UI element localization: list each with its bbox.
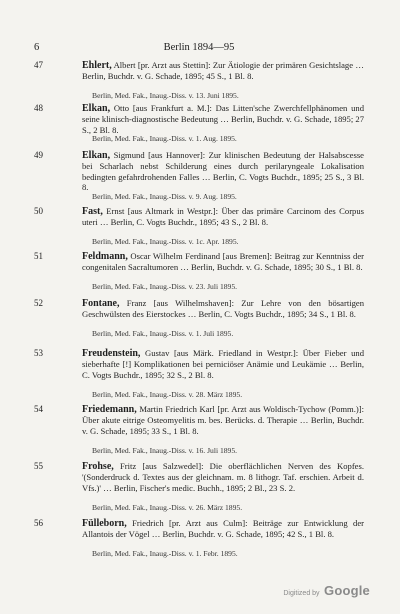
entry-body: Sigmund [aus Hannover]: Zur klinischen Bedeutung der Halsabscesse bei Scharlach nebst Schilderung eines durch perilaryngeale Lokalisation bedingten gefahrdrohenden Falles … Berlin, C. Vogts Buchdr., 1895; 25 S., 3 Bl. 8. bbox=[82, 150, 364, 193]
entry-body: Ernst [aus Altmark in Westpr.]: Über das primäre Carcinom des Corpus uteri … Berlin, C. Vogts Buchdr., 1895; 43 S., 2 Bl. 8. bbox=[82, 206, 364, 228]
running-title: Berlin 1894—95 bbox=[163, 42, 235, 53]
dissertation-note: Berlin, Med. Fak., Inaug.-Diss. v. 23. Juli 1895. bbox=[92, 282, 238, 291]
entry-text bbox=[82, 461, 364, 493]
dissertation-note: Berlin, Med. Fak., Inaug.-Diss. v. 28. März 1895. bbox=[92, 390, 243, 399]
digitized-by-text: Digitized by bbox=[283, 590, 320, 597]
author-name: Fontane, bbox=[82, 298, 120, 309]
entry-number: 56 bbox=[34, 518, 43, 528]
entry-number: 51 bbox=[34, 251, 43, 261]
author-name: Feldmann, bbox=[82, 251, 128, 262]
entry-text bbox=[82, 298, 364, 320]
dissertation-note: Berlin, Med. Fak., Inaug.-Diss. v. 9. Aug. 1895. bbox=[92, 192, 237, 201]
author-name: Elkan, bbox=[82, 150, 111, 161]
dissertation-note: Berlin, Med. Fak., Inaug.-Diss. v. 26. März 1895. bbox=[92, 503, 243, 512]
entry-number: 55 bbox=[34, 461, 43, 471]
entry-body: Friedrich [pr. Arzt aus Culm]: Beiträge zur Entwicklung der Allantois der Vögel … Berlin, Buchdr. v. G. Schade, 1895; 42 S., 1 Bl. 8. bbox=[82, 518, 364, 540]
entry-body: Otto [aus Frankfurt a. M.]: Das Litten'sche Zwerchfellphänomen und seine klinisch-diagnostische Bedeutung … Berlin, Buchdr. v. G. Schade, 1895; 27 S., 2 Bl. 8. bbox=[82, 103, 364, 135]
entry-number: 47 bbox=[34, 60, 43, 70]
entry-body: Albert [pr. Arzt aus Stettin]: Zur Ätiologie der primären Gesichtslage … Berlin, Buchdr. v. G. Schade, 1895; 45 S., 1 Bl. 8. bbox=[82, 60, 364, 82]
author-name: Fülleborn, bbox=[82, 518, 127, 529]
author-name: Friedemann, bbox=[82, 404, 137, 415]
entry-text bbox=[82, 251, 364, 273]
entry-text bbox=[82, 103, 364, 135]
dissertation-note: Berlin, Med. Fak., Inaug.-Diss. v. 16. Juli 1895. bbox=[92, 446, 238, 455]
entry-body: Franz [aus Wilhelmshaven]: Zur Lehre von den bösartigen Geschwülsten des Eierstockes … Berlin, C. Vogts Buchdr., 1895; 34 S., 1 Bl. 8. bbox=[82, 298, 364, 320]
entry-number: 54 bbox=[34, 404, 43, 414]
author-name: Elkan, bbox=[82, 103, 111, 114]
author-name: Fast, bbox=[82, 206, 103, 217]
google-logo: Google bbox=[324, 583, 370, 598]
author-name: Frohse, bbox=[82, 461, 114, 472]
entry-body: Martin Friedrich Karl [pr. Arzt aus Woldisch-Tychow (Pomm.)]: Über akute eitrige Osteomyelitis m. bes. Berücks. d. Therapie … Berlin, Buchdr. v. G. Schade, 1895; 33 S., 1 Bl. 8. bbox=[82, 404, 364, 436]
page-number: 6 bbox=[34, 42, 40, 53]
entry-body: Gustav [aus Märk. Friedland in Westpr.]: Über Fieber und sieberhafte [!] Komplikationen bei perniciöser Anämie und Leukämie … Berlin, C. Vogts Buchdr., 1895; 32 S., 2 Bl. 8. bbox=[82, 348, 364, 380]
entry-body: Fritz [aus Salzwedel]: Die oberflächlichen Nerven des Kopfes. '(Sonderdruck d. Textes aus der gleichnam. m. 8 lithogr. Taf. erschien. Arbeit d. Vfs.)' … Berlin, Fischer's medic. Buchh., 1895; 2 Bl., 23 S. 2. bbox=[82, 461, 364, 493]
entry-text bbox=[82, 60, 364, 82]
entry-number: 52 bbox=[34, 298, 43, 308]
entry-number: 48 bbox=[34, 103, 43, 113]
entry-text bbox=[82, 150, 364, 193]
dissertation-note: Berlin, Med. Fak., Inaug.-Diss. v. 1c. Apr. 1895. bbox=[92, 237, 239, 246]
entry-number: 50 bbox=[34, 206, 43, 216]
entry-number: 49 bbox=[34, 150, 43, 160]
entry-text bbox=[82, 518, 364, 540]
page-header bbox=[34, 42, 364, 56]
dissertation-note: Berlin, Med. Fak., Inaug.-Diss. v. 1. Aug. 1895. bbox=[92, 134, 237, 143]
dissertation-note: Berlin, Med. Fak., Inaug.-Diss. v. 1. Febr. 1895. bbox=[92, 549, 238, 558]
digitization-watermark bbox=[283, 582, 370, 600]
dissertation-note: Berlin, Med. Fak., Inaug.-Diss. v. 13. Juni 1895. bbox=[92, 91, 239, 100]
entry-text bbox=[82, 206, 364, 228]
dissertation-note: Berlin, Med. Fak., Inaug.-Diss. v. 1. Juli 1895. bbox=[92, 329, 234, 338]
author-name: Freudenstein, bbox=[82, 348, 141, 359]
author-name: Ehlert, bbox=[82, 60, 112, 71]
entry-text bbox=[82, 348, 364, 380]
entry-body: Oscar Wilhelm Ferdinand [aus Bremen]: Beitrag zur Kenntniss der congenitalen Sacraltumoren … Berlin, Buchdr. v. G. Schade, 1895; 30 S., 1 Bl. 8. bbox=[82, 251, 364, 273]
entry-number: 53 bbox=[34, 348, 43, 358]
entry-text bbox=[82, 404, 364, 436]
